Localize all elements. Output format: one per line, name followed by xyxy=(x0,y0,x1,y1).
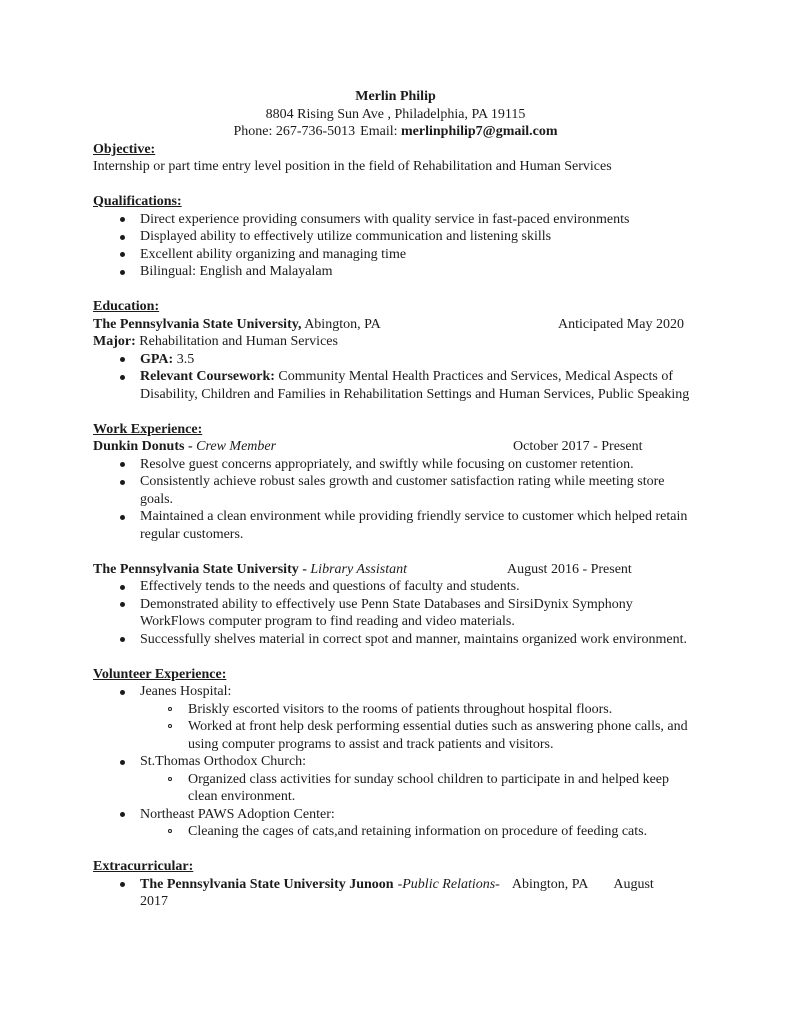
extracurricular-heading: Extracurricular: xyxy=(93,859,194,874)
job-bullet-text: Resolve guest concerns appropriately, and swiftly while focusing on customer retention. xyxy=(140,456,634,472)
bullet-marker xyxy=(120,812,125,817)
qualification-text: Excellent ability organizing and managing time xyxy=(140,246,407,262)
school-name: The Pennsylvania State University, xyxy=(93,316,302,332)
objective-heading: Objective: xyxy=(93,141,156,157)
education-gpa-item xyxy=(93,351,698,369)
job-bullet xyxy=(93,631,698,649)
job-date: October 2017 - Present xyxy=(513,439,643,454)
job-bullet-text: Effectively tends to the needs and questions of faculty and students. xyxy=(140,579,520,594)
education-school-line xyxy=(93,316,698,334)
volunteer-org-name: Northeast PAWS Adoption Center: xyxy=(140,806,335,822)
contact-line xyxy=(93,123,698,141)
extracurricular-date-month: August xyxy=(613,876,654,892)
school-location: Abington, PA xyxy=(301,316,381,332)
qualification-text: Bilingual: English and Malayalam xyxy=(140,264,333,279)
job-date: August 2016 - Present xyxy=(507,561,632,577)
volunteer-org xyxy=(93,753,698,806)
education-major-line xyxy=(93,333,698,351)
volunteer-org-name-item xyxy=(93,683,698,701)
major-label: Major: xyxy=(93,334,136,349)
phone-text: Phone: 267-736-5013 xyxy=(233,124,356,139)
bullet-marker xyxy=(120,760,125,765)
extracurricular-org: The Pennsylvania State University Junoon xyxy=(140,876,394,892)
email-label: Email: xyxy=(360,124,398,139)
volunteer-org xyxy=(93,806,698,841)
qualifications-heading: Qualifications: xyxy=(93,194,182,209)
education-coursework-item xyxy=(93,368,698,403)
volunteer-bullet xyxy=(93,823,698,841)
qualification-item xyxy=(93,228,698,246)
work-experience-heading: Work Experience: xyxy=(93,421,203,437)
circle-marker xyxy=(168,724,172,728)
bullet-marker xyxy=(120,585,125,590)
bullet-marker xyxy=(120,235,125,240)
volunteer-org-name: St.Thomas Orthodox Church: xyxy=(140,754,307,769)
bullet-marker xyxy=(120,217,125,222)
bullet-marker xyxy=(120,882,125,887)
volunteer-org-name: Jeanes Hospital: xyxy=(140,684,232,699)
section-qualifications xyxy=(93,193,698,281)
job-title-line xyxy=(93,438,698,456)
job-bullet xyxy=(93,456,698,474)
volunteer-bullet-text: Organized class activities for sunday school children to participate in and helped keep clean environment. xyxy=(188,771,670,804)
bullet-marker xyxy=(120,690,125,695)
bullet-marker xyxy=(120,602,125,607)
gpa-value: 3.5 xyxy=(173,351,195,367)
job-bullet xyxy=(93,596,698,631)
volunteer-org-name-item xyxy=(93,753,698,771)
section-objective xyxy=(93,141,698,176)
job-bullet xyxy=(93,508,698,543)
qualification-item xyxy=(93,211,698,229)
bullet-marker xyxy=(120,357,125,362)
extracurricular-role: -Public Relations- xyxy=(397,876,500,892)
resume-header xyxy=(93,88,698,141)
address-line: 8804 Rising Sun Ave , Philadelphia, PA 19115 xyxy=(265,106,526,122)
section-extracurricular xyxy=(93,858,698,911)
circle-marker xyxy=(168,829,172,833)
bullet-marker xyxy=(120,270,125,275)
section-volunteer xyxy=(93,666,698,841)
major-text: Rehabilitation and Human Services xyxy=(135,334,338,349)
gpa-label: GPA: xyxy=(140,351,174,367)
section-work-experience xyxy=(93,421,698,649)
job-role: Library Assistant xyxy=(306,561,407,577)
coursework-label: Relevant Coursework: xyxy=(140,369,275,384)
job-bullet-text: Maintained a clean environment while providing friendly service to customer which helped retain regular customers. xyxy=(140,509,688,542)
bullet-marker xyxy=(120,252,125,257)
volunteer-bullet-text: Worked at front help desk performing essential duties such as answering phone calls, and using computer programs to assist and track patients and visitors. xyxy=(188,719,688,752)
employer-name: Dunkin Donuts - xyxy=(93,439,193,454)
volunteer-bullet-text: Briskly escorted visitors to the rooms of patients throughout hospital floors. xyxy=(188,701,613,717)
employer-name: The Pennsylvania State University - xyxy=(93,561,307,577)
bullet-marker xyxy=(120,462,125,467)
volunteer-bullet xyxy=(93,771,698,806)
extracurricular-item xyxy=(93,876,698,911)
circle-marker xyxy=(168,777,172,781)
extracurricular-location: Abington, PA xyxy=(511,876,589,892)
circle-marker xyxy=(168,707,172,711)
job-bullet-text: Successfully shelves material in correct spot and manner, maintains organized work environment. xyxy=(140,631,687,647)
coursework-text: Community Mental Health Practices and Services, Medical Aspects of Disability, Children and Families in Rehabilitation Settings and Human Services, Public Speaking xyxy=(140,369,690,402)
email-text: merlinphilip7@gmail.com xyxy=(401,124,558,139)
candidate-name: Merlin Philip xyxy=(355,89,436,104)
bullet-marker xyxy=(120,480,125,485)
job-entry xyxy=(93,561,698,649)
section-education xyxy=(93,298,698,403)
bullet-marker xyxy=(120,515,125,520)
job-bullet-text: Demonstrated ability to effectively use Penn State Databases and SirsiDynix Symphony WorkFlows computer program to find reading and video materials. xyxy=(140,596,633,629)
bullet-marker xyxy=(120,375,125,380)
volunteer-org-name-item xyxy=(93,806,698,824)
volunteer-bullet-text: Cleaning the cages of cats,and retaining information on procedure of feeding cats. xyxy=(188,824,648,839)
education-heading: Education: xyxy=(93,299,160,314)
qualification-text: Direct experience providing consumers with quality service in fast-paced environments xyxy=(140,211,630,227)
volunteer-bullet xyxy=(93,701,698,719)
qualification-item xyxy=(93,263,698,281)
bullet-marker xyxy=(120,637,125,642)
objective-text: Internship or part time entry level position in the field of Rehabilitation and Human Services xyxy=(93,159,612,174)
job-role: Crew Member xyxy=(192,439,277,454)
qualification-item xyxy=(93,246,698,264)
extracurricular-date-year: 2017 xyxy=(140,894,168,909)
volunteer-heading: Volunteer Experience: xyxy=(93,666,227,682)
volunteer-bullet xyxy=(93,718,698,753)
job-bullet xyxy=(93,473,698,508)
graduation-date: Anticipated May 2020 xyxy=(558,316,684,332)
qualification-text: Displayed ability to effectively utilize communication and listening skills xyxy=(140,229,552,244)
job-bullet-text: Consistently achieve robust sales growth and customer satisfaction rating while meeting store goals. xyxy=(140,474,665,507)
volunteer-org xyxy=(93,683,698,753)
job-title-line xyxy=(93,561,698,579)
job-bullet xyxy=(93,578,698,596)
job-entry xyxy=(93,438,698,543)
